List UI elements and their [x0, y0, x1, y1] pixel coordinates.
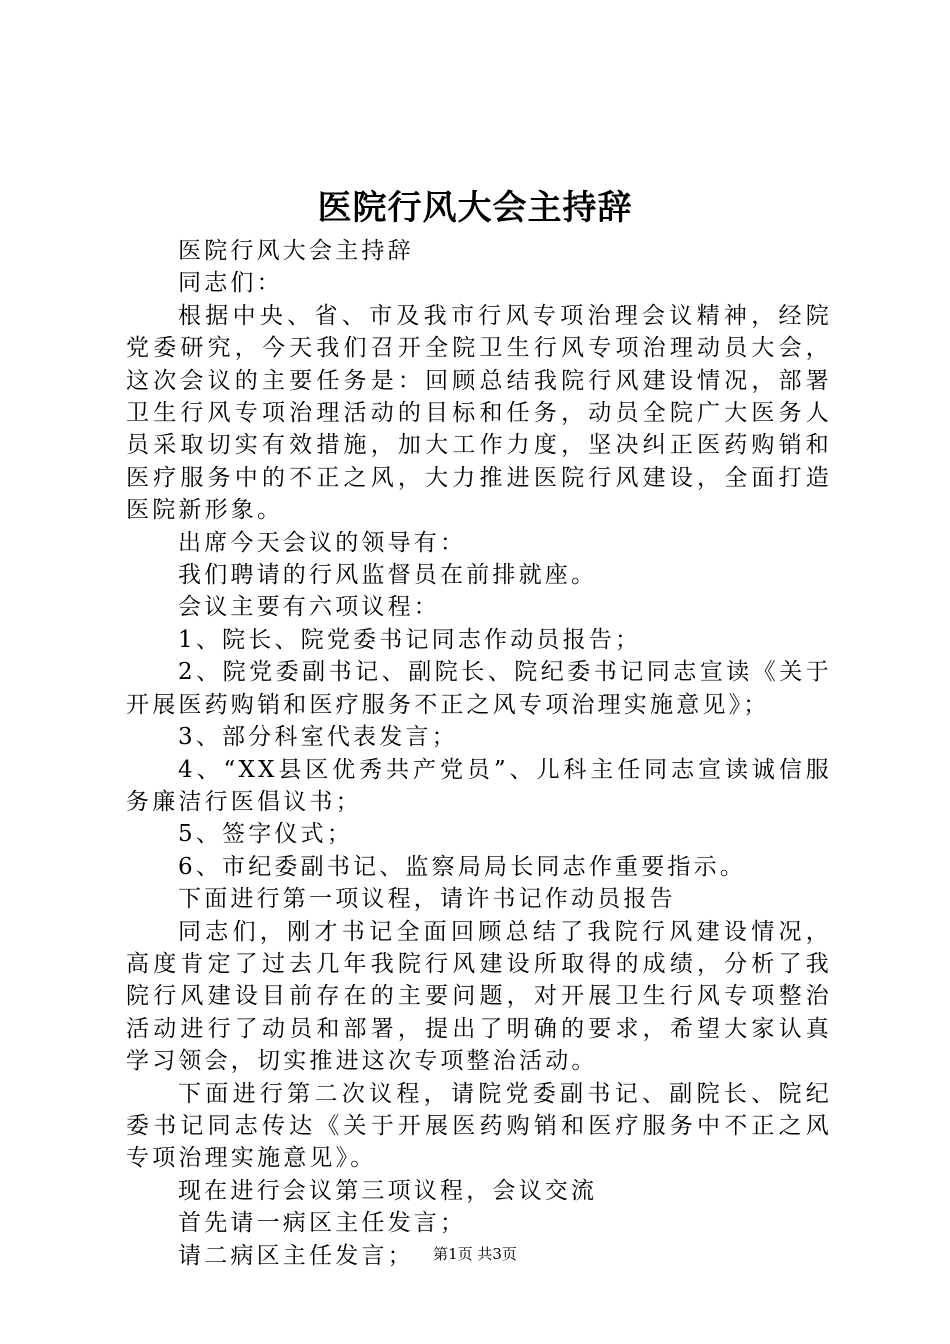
agenda-item-6: 6、市纪委副书记、监察局局长同志作重要指示。 [178, 853, 747, 880]
document-title: 医院行风大会主持辞 [317, 188, 633, 228]
document-body [126, 235, 832, 1272]
agenda-item-5: 5、签字仪式； [178, 821, 354, 848]
paragraph-opening: 根据中央、省、市及我市行风专项治理会议精神，经院党委研究，今天我们召开全院卫生行风专项治理动员大会，这次会议的主要任务是：回顾总结我院行风建设情况，部署卫生行风专项治理活动的目标和任务，动员全院广大医务人员采取切实有效措施，加大工作力度，坚决纠正医药购销和医疗服务中的不正之风，大力推进医院行风建设，全面打造医院新形象。 [126, 302, 832, 524]
agenda-item-3: 3、部分科室代表发言； [178, 724, 458, 751]
agenda-item-2: 2、院党委副书记、副院长、院纪委书记同志宣读《关于开展医药购销和医疗服务不正之风专项治理实施意见》； [126, 659, 832, 718]
paragraph-leaders: 出席今天会议的领导有： [178, 529, 467, 556]
paragraph-third-item: 现在进行会议第三项议程，会议交流 [178, 1177, 598, 1204]
agenda-item-4: 4、“XX县区优秀共产党员”、儿科主任同志宣读诚信服务廉洁行医倡议书； [126, 756, 832, 815]
paragraph-first-item: 下面进行第一项议程，请许书记作动员报告 [178, 886, 676, 913]
paragraph-speaker-2: 请二病区主任发言； [178, 1242, 414, 1269]
paragraph-speaker-1: 首先请一病区主任发言； [178, 1210, 467, 1237]
paragraph-supervisors: 我们聘请的行风监督员在前排就座。 [178, 562, 598, 589]
paragraph-second-item: 下面进行第二次议程，请院党委副书记、副院长、院纪委书记同志传达《关于开展医药购销和医疗服务中不正之风专项治理实施意见》。 [126, 1080, 832, 1172]
paragraph-agenda-intro: 会议主要有六项议程： [178, 594, 440, 621]
paragraph-salutation: 同志们： [178, 270, 283, 297]
paragraph-summary: 同志们，刚才书记全面回顾总结了我院行风建设情况，高度肯定了过去几年我院行风建设所取得的成绩，分析了我院行风建设目前存在的主要问题，对开展卫生行风专项整治活动进行了动员和部署，提出了明确的要求，希望大家认真学习领会，切实推进这次专项整治活动。 [126, 918, 832, 1075]
agenda-item-1: 1、院长、院党委书记同志作动员报告； [178, 626, 642, 653]
paragraph-heading: 医院行风大会主持辞 [178, 238, 414, 264]
page-footer: 第1页 共3页 [433, 1245, 517, 1263]
